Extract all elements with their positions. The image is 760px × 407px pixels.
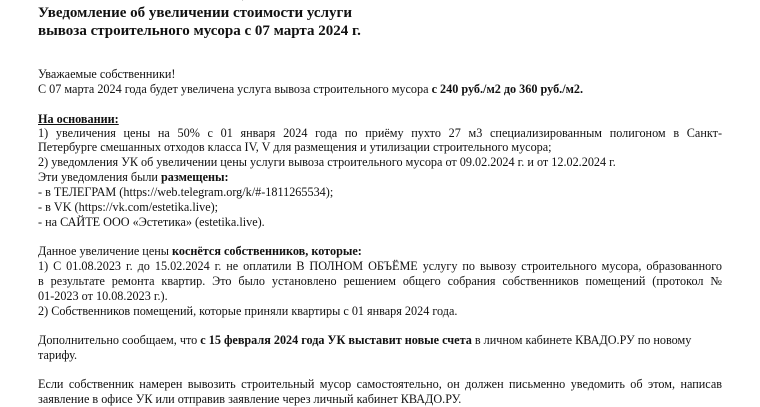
- basis-heading-text: На основании:: [38, 112, 119, 126]
- basis-heading: [38, 112, 119, 127]
- additional-post: в личном кабинете КВАДО.РУ по новому: [471, 333, 692, 347]
- additional-line-1: [38, 333, 691, 348]
- affects-item-1-line-3: 01-2023 от 10.08.2023 г.).: [38, 289, 168, 303]
- intro-paragraph: [38, 82, 583, 97]
- additional-line-2: тарифу.: [38, 348, 78, 362]
- affects-item-1-line-1: 1) С 01.08.2023 г. до 15.02.2024 г. не оплатили В ПОЛНОМ ОБЪЁМЕ услугу по вывозу строительного мусора, образованного: [38, 259, 722, 273]
- scan-mark: [240, 0, 300, 2]
- affects-heading: [38, 244, 362, 259]
- intro-price-change: с 240 руб./м2 до 360 руб./м2.: [431, 82, 584, 96]
- basis-item-1-line-2: Петербурге смешанных отходов класса IV, V для размещения и утилизации строительного мусора;: [38, 140, 552, 154]
- posted-vk: - в VK (https://vk.com/estetika.live);: [38, 200, 219, 214]
- posted-text: Эти уведомления были: [38, 170, 161, 184]
- self-removal-line-1: Если собственник намерен вывозить строительный мусор самостоятельно, он должен письменно уведомить об этом, написав: [38, 377, 722, 391]
- intro-text: С 07 марта 2024 года будет увеличена услуга вывоза строительного мусора: [38, 82, 432, 96]
- self-removal-line-2: заявление в офисе УК или отправив заявление через личный кабинет КВАДО.РУ.: [38, 392, 462, 406]
- notice-title-line-2: вывоза строительного мусора с 07 марта 2024 г.: [38, 23, 361, 39]
- additional-pre: Дополнительно сообщаем, что: [38, 333, 201, 347]
- basis-item-2: 2) уведомления УК об увеличении цены услуги вывоза строительного мусора от 09.02.2024 г. и от 12.02.2024 г.: [38, 155, 616, 169]
- affects-bold: коснётся собственников, которые:: [172, 244, 362, 258]
- affects-item-1-line-2: в результате ремонта квартир. Это было установлено решением общего собрания собственников помещений (протокол №: [38, 274, 722, 288]
- basis-item-1-line-1: 1) увеличения цены на 50% с 01 января 2024 года по приёму пухто 27 м3 специализированным полигоном в Санкт-: [38, 126, 722, 140]
- posted-site: - на САЙТЕ ООО «Эстетика» (estetika.live).: [38, 215, 265, 229]
- affects-text: Данное увеличение цены: [38, 244, 172, 258]
- additional-bold: с 15 февраля 2024 года УК выставит новые счета: [200, 333, 472, 347]
- notice-title-line-1: Уведомление об увеличении стоимости услуги: [38, 5, 352, 21]
- greeting: Уважаемые собственники!: [38, 67, 176, 81]
- posted-bold: размещены:: [160, 170, 229, 184]
- posted-heading: [38, 170, 229, 185]
- affects-item-2: 2) Собственников помещений, которые приняли квартиры с 01 января 2024 года.: [38, 304, 458, 318]
- posted-telegram: - в ТЕЛЕГРАМ (https://web.telegram.org/k/#-1811265534);: [38, 185, 334, 199]
